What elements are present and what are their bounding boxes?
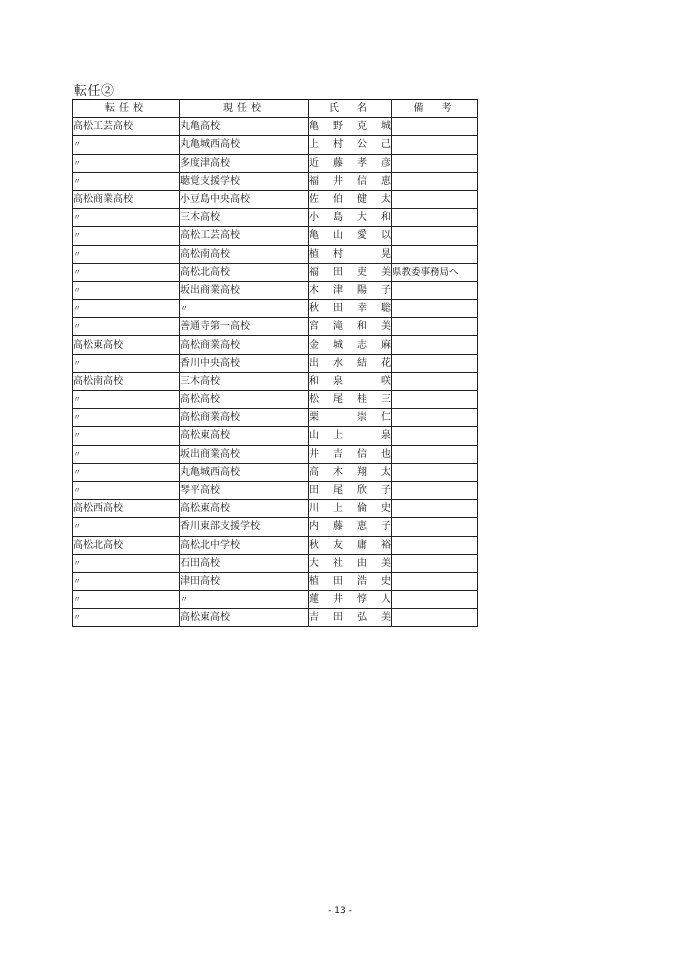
remarks-cell (392, 372, 478, 390)
name-cell: 田尾欣子 (309, 481, 392, 499)
page-number: - 13 - (328, 906, 352, 916)
transfer-school-cell: 〃 (73, 300, 180, 318)
table-header-row (73, 100, 478, 118)
transfer-school-cell: 〃 (73, 318, 180, 336)
name-cell: 内藤恵子 (309, 518, 392, 536)
name-cell: 高木翔太 (309, 463, 392, 481)
name-cell: 植田浩史 (309, 572, 392, 590)
transfer-school-cell: 高松北高校 (73, 536, 180, 554)
current-school-cell: 〃 (180, 591, 309, 609)
transfer-school-cell: 〃 (73, 445, 180, 463)
current-school-cell: 〃 (180, 300, 309, 318)
name-cell: 松尾桂三 (309, 391, 392, 409)
remarks-cell (392, 481, 478, 499)
transfer-school-cell: 〃 (73, 172, 180, 190)
current-school-cell: 善通寺第一高校 (180, 318, 309, 336)
table-row (73, 245, 478, 263)
name-cell: 吉田弘美 (309, 609, 392, 627)
table-row (73, 227, 478, 245)
table-row (73, 318, 478, 336)
current-school-cell: 高松工芸高校 (180, 227, 309, 245)
current-school-cell: 坂出商業高校 (180, 281, 309, 299)
name-cell: 亀山愛以 (309, 227, 392, 245)
current-school-cell: 三木高校 (180, 372, 309, 390)
transfer-school-cell: 〃 (73, 481, 180, 499)
name-cell: 出水結花 (309, 354, 392, 372)
current-school-cell: 丸亀城西高校 (180, 136, 309, 154)
name-cell: 山上 泉 (309, 427, 392, 445)
transfer-school-cell: 〃 (73, 281, 180, 299)
table-row (73, 372, 478, 390)
current-school-cell: 三木高校 (180, 209, 309, 227)
current-school-cell: 高松東高校 (180, 609, 309, 627)
table-row (73, 481, 478, 499)
table-row (73, 209, 478, 227)
current-school-cell: 小豆島中央高校 (180, 190, 309, 208)
transfer-school-cell: 〃 (73, 427, 180, 445)
transfer-table (72, 99, 478, 627)
remarks-cell (392, 300, 478, 318)
current-school-cell: 坂出商業高校 (180, 445, 309, 463)
table-row (73, 172, 478, 190)
remarks-cell (392, 591, 478, 609)
name-cell: 福田吏美 (309, 263, 392, 281)
remarks-cell (392, 609, 478, 627)
current-school-cell: 高松北高校 (180, 263, 309, 281)
current-school-cell: 香川東部支援学校 (180, 518, 309, 536)
name-cell: 小島大和 (309, 209, 392, 227)
remarks-cell (392, 190, 478, 208)
transfer-school-cell: 〃 (73, 463, 180, 481)
current-school-cell: 丸亀高校 (180, 118, 309, 136)
header-current-school: 現任校 (180, 100, 309, 118)
table-row (73, 136, 478, 154)
name-cell: 上村公己 (309, 136, 392, 154)
transfer-school-cell: 〃 (73, 591, 180, 609)
remarks-cell (392, 227, 478, 245)
transfer-school-cell: 〃 (73, 227, 180, 245)
table-row (73, 518, 478, 536)
name-cell: 川上倫史 (309, 500, 392, 518)
table-row (73, 463, 478, 481)
table-row (73, 263, 478, 281)
table-row (73, 427, 478, 445)
name-cell: 宮滝和美 (309, 318, 392, 336)
current-school-cell: 高松東高校 (180, 427, 309, 445)
current-school-cell: 琴平高校 (180, 481, 309, 499)
current-school-cell: 高松高校 (180, 391, 309, 409)
table-row (73, 445, 478, 463)
remarks-cell (392, 463, 478, 481)
transfer-school-cell: 高松商業高校 (73, 190, 180, 208)
page-title: 転任② (74, 84, 115, 99)
transfer-school-cell: 高松工芸高校 (73, 118, 180, 136)
transfer-school-cell: 高松東高校 (73, 336, 180, 354)
transfer-school-cell: 〃 (73, 136, 180, 154)
name-cell: 木津陽子 (309, 281, 392, 299)
remarks-cell (392, 209, 478, 227)
remarks-cell (392, 572, 478, 590)
remarks-cell (392, 445, 478, 463)
remarks-cell (392, 154, 478, 172)
remarks-cell (392, 118, 478, 136)
remarks-cell (392, 536, 478, 554)
transfer-school-cell: 〃 (73, 245, 180, 263)
remarks-cell: 県教委事務局へ (392, 263, 478, 281)
name-cell: 近藤孝彦 (309, 154, 392, 172)
table-row (73, 281, 478, 299)
transfer-school-cell: 高松西高校 (73, 500, 180, 518)
name-cell: 井吉信也 (309, 445, 392, 463)
name-cell: 秋友庸裕 (309, 536, 392, 554)
name-cell: 和泉 咲 (309, 372, 392, 390)
table-row (73, 554, 478, 572)
remarks-cell (392, 245, 478, 263)
name-cell: 植村 晃 (309, 245, 392, 263)
name-cell: 福井信恵 (309, 172, 392, 190)
remarks-cell (392, 281, 478, 299)
table-row (73, 118, 478, 136)
transfer-school-cell: 〃 (73, 409, 180, 427)
remarks-cell (392, 136, 478, 154)
remarks-cell (392, 409, 478, 427)
table-row (73, 591, 478, 609)
table-row (73, 409, 478, 427)
table-row (73, 572, 478, 590)
remarks-cell (392, 172, 478, 190)
remarks-cell (392, 336, 478, 354)
transfer-school-cell: 〃 (73, 209, 180, 227)
current-school-cell: 石田高校 (180, 554, 309, 572)
transfer-school-cell: 〃 (73, 354, 180, 372)
current-school-cell: 高松南高校 (180, 245, 309, 263)
current-school-cell: 高松北中学校 (180, 536, 309, 554)
name-cell: 栗 崇仁 (309, 409, 392, 427)
remarks-cell (392, 500, 478, 518)
name-cell: 大社由美 (309, 554, 392, 572)
remarks-cell (392, 318, 478, 336)
header-name: 氏 名 (309, 100, 392, 118)
transfer-school-cell: 〃 (73, 572, 180, 590)
current-school-cell: 聴覚支援学校 (180, 172, 309, 190)
transfer-school-cell: 〃 (73, 391, 180, 409)
table-row (73, 609, 478, 627)
remarks-cell (392, 554, 478, 572)
name-cell: 蓮井惇人 (309, 591, 392, 609)
current-school-cell: 丸亀城西高校 (180, 463, 309, 481)
current-school-cell: 高松商業高校 (180, 409, 309, 427)
transfer-school-cell: 〃 (73, 154, 180, 172)
current-school-cell: 津田高校 (180, 572, 309, 590)
transfer-school-cell: 〃 (73, 518, 180, 536)
current-school-cell: 多度津高校 (180, 154, 309, 172)
table-row (73, 300, 478, 318)
name-cell: 金城志麻 (309, 336, 392, 354)
header-transfer-school: 転任校 (73, 100, 180, 118)
table-row (73, 190, 478, 208)
transfer-school-cell: 〃 (73, 554, 180, 572)
table-row (73, 500, 478, 518)
current-school-cell: 香川中央高校 (180, 354, 309, 372)
table-row (73, 536, 478, 554)
transfer-school-cell: 〃 (73, 609, 180, 627)
transfer-school-cell: 高松南高校 (73, 372, 180, 390)
transfer-school-cell: 〃 (73, 263, 180, 281)
table-row (73, 154, 478, 172)
remarks-cell (392, 427, 478, 445)
header-remarks: 備 考 (392, 100, 478, 118)
remarks-cell (392, 354, 478, 372)
current-school-cell: 高松商業高校 (180, 336, 309, 354)
name-cell: 亀野克城 (309, 118, 392, 136)
table-row (73, 391, 478, 409)
current-school-cell: 高松東高校 (180, 500, 309, 518)
table-row (73, 336, 478, 354)
name-cell: 秋田幸聡 (309, 300, 392, 318)
name-cell: 佐伯健太 (309, 190, 392, 208)
table-row (73, 354, 478, 372)
remarks-cell (392, 518, 478, 536)
remarks-cell (392, 391, 478, 409)
